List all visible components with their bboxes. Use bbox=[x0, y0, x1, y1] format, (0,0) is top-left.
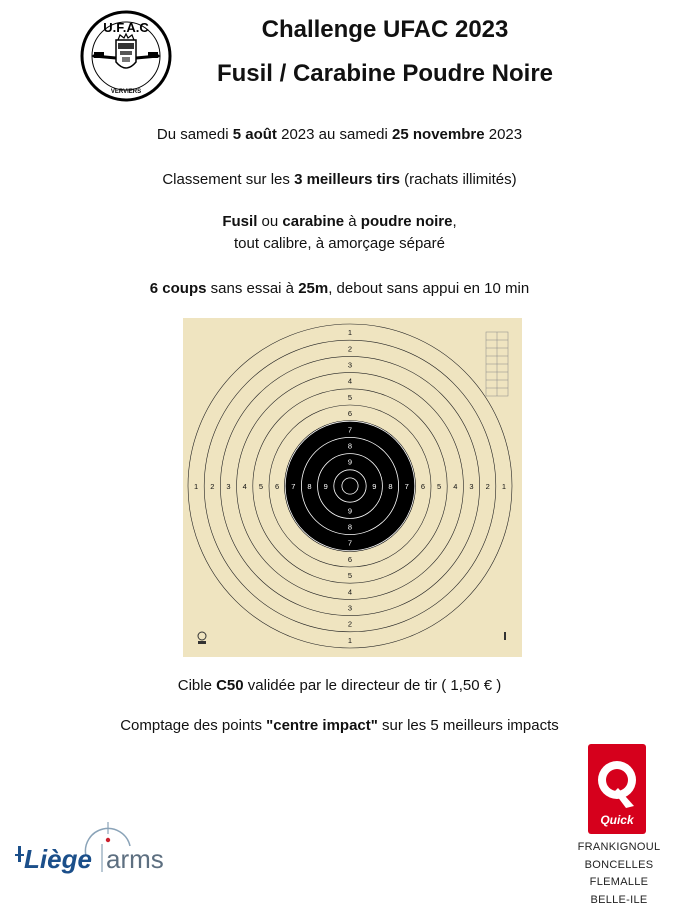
ring-number: 3 bbox=[347, 360, 353, 370]
ring-number: 6 bbox=[347, 409, 353, 419]
ring-number: 5 bbox=[347, 571, 353, 581]
logo-text-top: U.F.A.C bbox=[103, 20, 149, 35]
ring-number: 8 bbox=[347, 441, 353, 451]
ring-number: 6 bbox=[275, 482, 280, 491]
ring-number: 5 bbox=[437, 482, 442, 491]
page-title: Challenge UFAC 2023 bbox=[261, 16, 509, 43]
scoring-line: Comptage des points "centre impact" sur les 5 meilleurs impacts bbox=[120, 717, 559, 734]
dates-line: Du samedi 5 août 2023 au samedi 25 novembre 2023 bbox=[156, 126, 523, 143]
quick-logo bbox=[588, 744, 646, 834]
quick-location: BONCELLES bbox=[584, 858, 654, 871]
ring-number: 1 bbox=[501, 482, 506, 491]
ring-number: 2 bbox=[210, 482, 215, 491]
ring-number: 3 bbox=[347, 603, 353, 613]
ring-number: 2 bbox=[347, 344, 353, 354]
ranking-line: Classement sur les 3 meilleurs tirs (rachats illimités) bbox=[162, 171, 517, 188]
ring-number: 4 bbox=[453, 482, 458, 491]
quick-location: FLEMALLE bbox=[589, 876, 649, 888]
ring-number: 9 bbox=[323, 482, 328, 491]
ring-number: 6 bbox=[420, 482, 425, 491]
quick-locations bbox=[560, 839, 678, 909]
ring-number: 7 bbox=[347, 425, 353, 435]
ring-number: 7 bbox=[404, 482, 409, 491]
ring-number: 2 bbox=[347, 619, 353, 629]
ring-number: 5 bbox=[258, 482, 263, 491]
ring-number: 6 bbox=[347, 554, 353, 564]
ring-number: 4 bbox=[347, 587, 353, 597]
crosshair-dot-icon bbox=[106, 838, 110, 842]
ring-number: 9 bbox=[347, 457, 353, 467]
ring-number: 9 bbox=[347, 506, 353, 516]
ring-number: 3 bbox=[226, 482, 231, 491]
ufac-logo bbox=[80, 10, 172, 102]
ring-number: 4 bbox=[347, 376, 353, 386]
liege-brand-left: Liège bbox=[24, 844, 92, 874]
logo-text-bottom: VERVIERS bbox=[110, 89, 142, 95]
ring-number: 8 bbox=[307, 482, 312, 491]
ring-number: 1 bbox=[347, 635, 353, 645]
target-code-mark bbox=[504, 632, 506, 640]
ring-number: 3 bbox=[469, 482, 474, 491]
ring-number: 2 bbox=[485, 482, 490, 491]
ring-number: 9 bbox=[372, 482, 377, 491]
ring-number: 7 bbox=[291, 482, 296, 491]
ring-number: 5 bbox=[347, 392, 353, 402]
ring-number: 7 bbox=[347, 538, 353, 548]
target-info-line: Cible C50 validée par le directeur de tir ( 1,50 € ) bbox=[177, 677, 502, 694]
quick-location: FRANKIGNOUL bbox=[577, 841, 661, 853]
weapon-line: Fusil ou carabine à poudre noire, bbox=[222, 213, 457, 230]
liege-arms-logo bbox=[12, 820, 182, 876]
page-subtitle: Fusil / Carabine Poudre Noire bbox=[216, 60, 554, 87]
ring-number: 8 bbox=[347, 522, 353, 532]
liege-brand-right: arms bbox=[106, 844, 164, 874]
ring-number: 1 bbox=[347, 328, 353, 338]
c50-target bbox=[183, 318, 522, 657]
shots-line: 6 coups sans essai à 25m, debout sans appui en 10 min bbox=[149, 280, 530, 297]
ring-number: 1 bbox=[194, 482, 199, 491]
ring-number: 4 bbox=[242, 482, 247, 491]
ring-number: 8 bbox=[388, 482, 393, 491]
quick-location: BELLE-ILE bbox=[590, 893, 648, 906]
weapon-line-2: tout calibre, à amorçage séparé bbox=[234, 235, 445, 252]
quick-logo-text: Quick bbox=[600, 813, 634, 827]
